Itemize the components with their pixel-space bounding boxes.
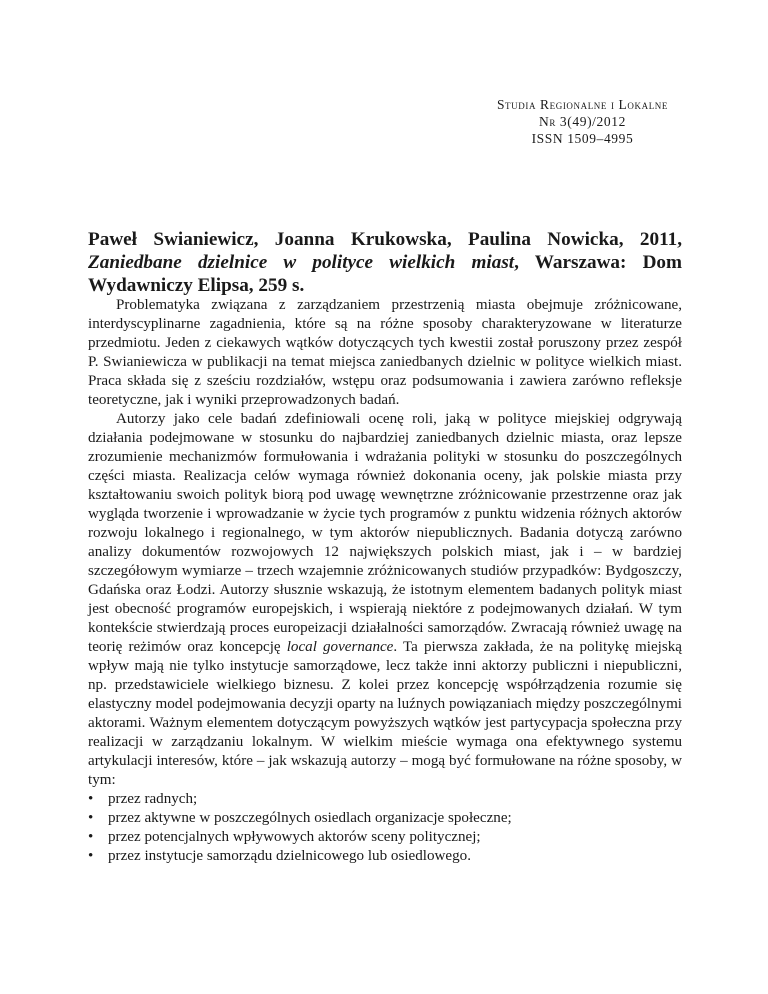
list-item-text: przez potencjalnych wpływowych aktorów sceny politycznej;	[108, 829, 481, 845]
list-item	[88, 847, 682, 866]
paragraph-2	[88, 410, 682, 790]
paragraph-2-part-b: . Ta pierwsza zakłada, że na politykę miejską wpływ mają nie tylko instytucje samorządowe, lecz także inni aktorzy publiczni i niepubliczni, np. przedstawiciele wielkiego biznesu. Z kolei przez koncepcję współrządzenia rozumie się elastyczny model podejmowania decyzji oparty na luźnych powiązaniach między poszczególnymi aktorami. Ważnym elementem dotyczącym powyższych wątków jest partycypacja społeczna przy realizacji w zarządzaniu lokalnym. W wielkim mieście wymaga ona efektywnego systemu artykulacji interesów, które – jak wskazują autorzy – mogą być formułowane na różne sposoby, w tym:	[88, 639, 682, 788]
list-item	[88, 828, 682, 847]
paragraph-2-emphasis: local governance	[286, 639, 394, 655]
bullet-icon: •	[88, 791, 94, 807]
review-title	[88, 228, 682, 297]
list-item	[88, 790, 682, 809]
paragraph-2-part-a: Autorzy jako cele badań zdefiniowali ocenę roli, jaką w polityce miejskiej odgrywają działania podejmowane w stosunku do najbardziej zaniedbanych dzielnic miasta, oraz lepsze zrozumienie mechanizmów formułowania i wdrażania polityki w stosunku do poszczególnych części miasta. Realizacja celów wymaga również dokonania oceny, jak polskie miasta przy kształtowaniu swoich polityk biorą pod uwagę wewnętrzne zróżnicowanie przestrzenne oraz jak wygląda tworzenie i wprowadzanie w życie tych programów z punktu widzenia różnych aktorów rozwoju lokalnego i regionalnego, w tym aktorów niepublicznych. Badania dotyczą zarówno analizy dokumentów rozwojowych 12 największych polskich miast, jak i – w bardziej szczegółowym wymiarze – trzech wzajemnie zróżnicowanych studiów przypadków: Bydgoszczy, Gdańska oraz Łodzi. Autorzy słusznie wskazują, że istotnym elementem badanych polityk miast jest obecność programów europejskich, i wspierają niektóre z podejmowanych działań. W tym kontekście stwierdzają proces europeizacji działalności samorządów. Zwracają również uwagę na teorię reżimów oraz koncepcję	[88, 411, 682, 655]
bullet-icon: •	[88, 810, 94, 826]
journal-name: Studia Regionalne i Lokalne	[496, 97, 668, 112]
title-book: Zaniedbane dzielnice w polityce wielkich miast	[88, 252, 515, 273]
paragraph-1: Problematyka związana z zarządzaniem przestrzenią miasta obejmuje zróżnicowane, interdyscyplinarne zagadnienia, które są na różne sposoby charakteryzowane w literaturze przedmiotu. Jeden z ciekawych wątków dotyczących tych kwestii został poruszony przez zespół P. Swianiewicza w publikacji na temat miejsca zaniedbanych dzielnic w polityce wielkich miast. Praca składa się z sześciu rozdziałów, wstępu oraz podsumowania i zawiera zarówno refleksje teoretyczne, jak i wyniki przeprowadzonych badań.	[88, 297, 682, 408]
journal-issue: Nr 3(49)/2012	[539, 114, 626, 129]
list-item-text: przez radnych;	[108, 791, 198, 807]
bullet-icon: •	[88, 829, 94, 845]
title-authors: Paweł Swianiewicz, Joanna Krukowska, Paulina Nowicka, 2011,	[88, 229, 682, 250]
journal-issn: ISSN 1509–4995	[531, 131, 634, 146]
title-publisher: , Warszawa: Dom Wydawniczy Elipsa, 259 s.	[88, 252, 682, 296]
review-body	[88, 296, 682, 866]
bullet-list	[88, 790, 682, 866]
list-item-text: przez instytucje samorządu dzielnicowego lub osiedlowego.	[108, 848, 471, 864]
journal-header	[497, 96, 668, 147]
list-item	[88, 809, 682, 828]
bullet-icon: •	[88, 848, 94, 864]
list-item-text: przez aktywne w poszczególnych osiedlach organizacje społeczne;	[108, 810, 512, 826]
